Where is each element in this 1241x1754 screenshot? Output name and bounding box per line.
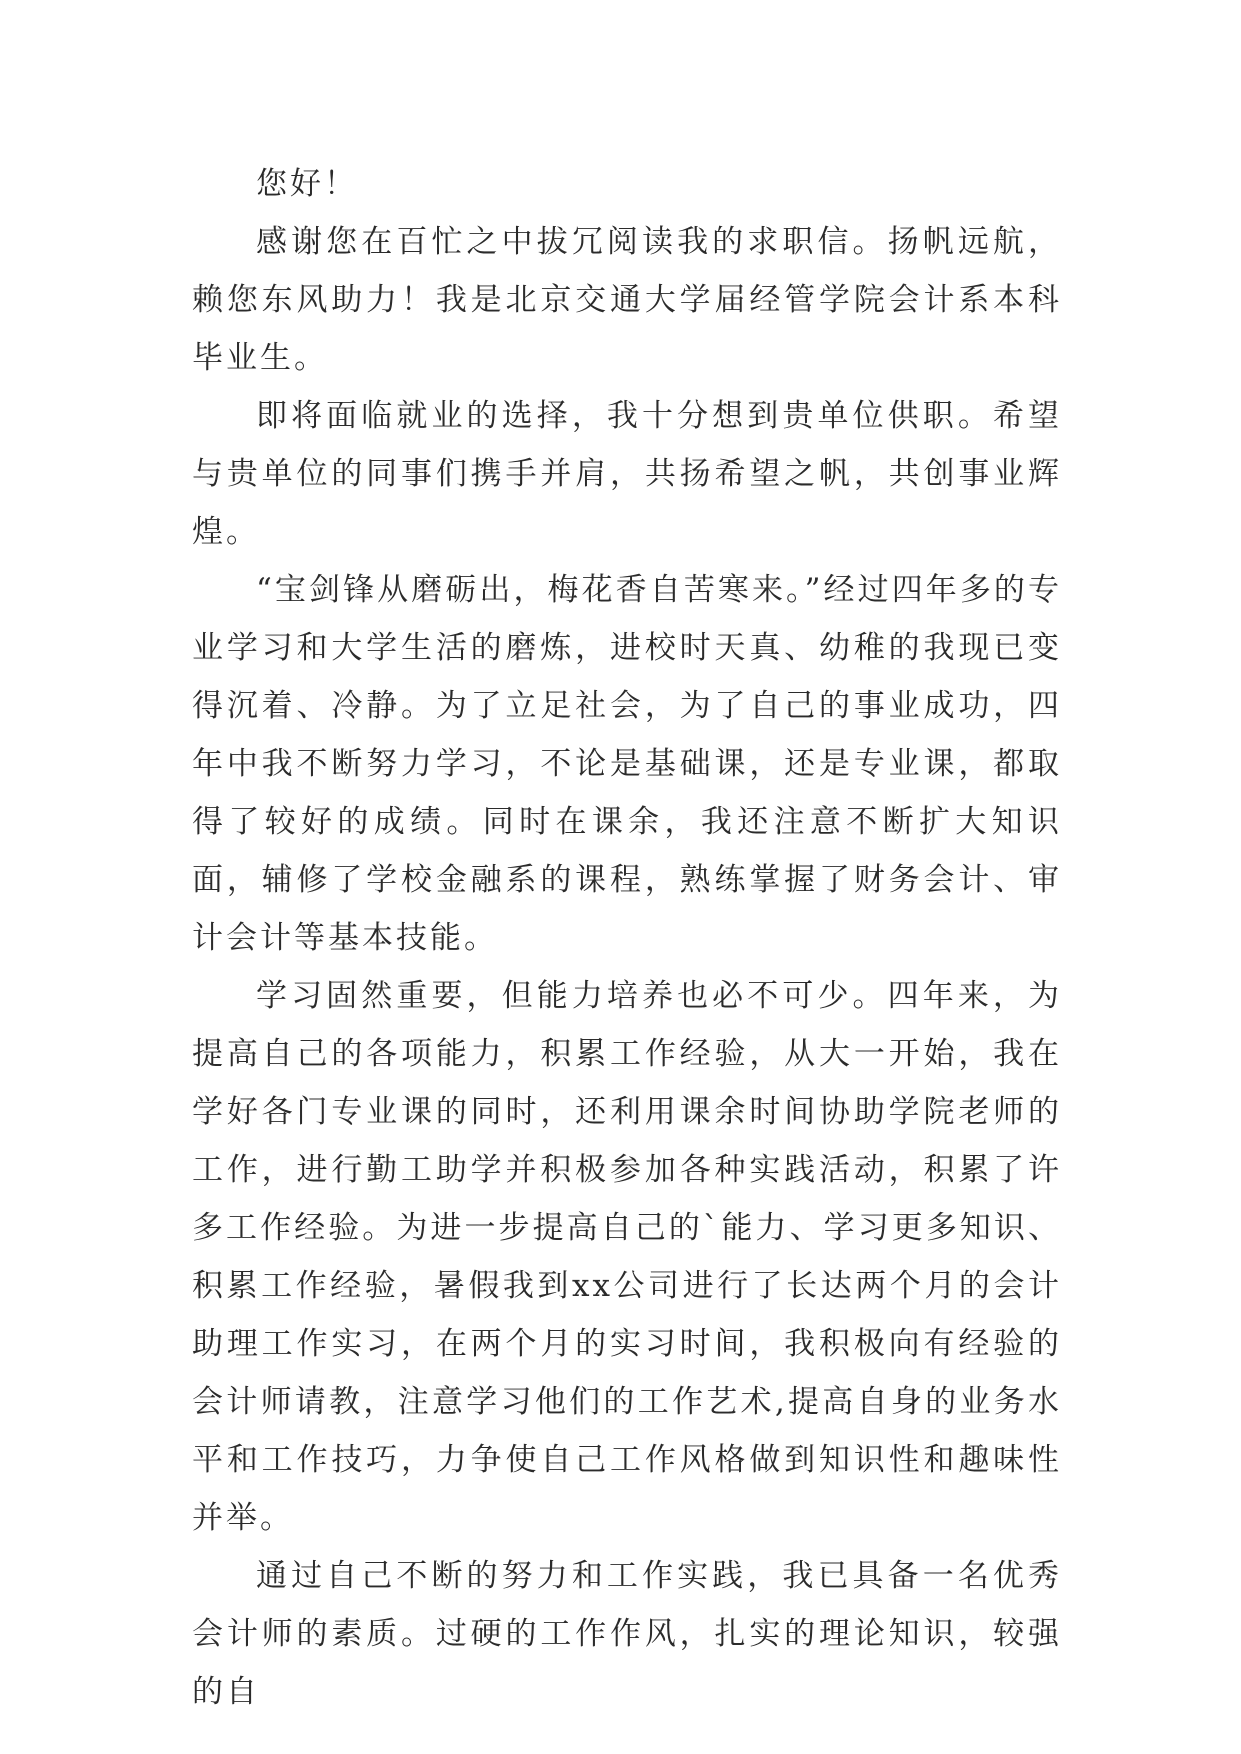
paragraph-ability: 学习固然重要，但能力培养也必不可少。四年来，为提高自己的各项能力，积累工作经验，从大一开始，我在学好各门专业课的同时，还利用课余时间协助学院老师的工作，进行勤工助学并积极参加各种实践活动，积累了许多工作经验。为进一步提高自己的`能力、学习更多知识、积累工作经验，暑假我到xx公司进行了长达两个月的会计助理工作实习，在两个月的实习时间，我积极向有经验的会计师请教，注意学习他们的工作艺术,提高自身的业务水平和工作技巧，力争使自己工作风格做到知识性和趣味性并举。 [192,978,1062,1536]
paragraph-employment: 即将面临就业的选择，我十分想到贵单位供职。希望与贵单位的同事们携手并肩，共扬希望之帆，共创事业辉煌。 [192,398,1062,550]
paragraph-thanks: 感谢您在百忙之中拔冗阅读我的求职信。扬帆远航，赖您东风助力！我是北京交通大学届经管学院会计系本科毕业生。 [192,224,1062,376]
paragraph-qualification: 通过自己不断的努力和工作实践，我已具备一名优秀会计师的素质。过硬的工作作风，扎实的理论知识，较强的自 [192,1558,1062,1710]
letter-body [192,155,1062,1721]
paragraph-study: “宝剑锋从磨砺出，梅花香自苦寒来。”经过四年多的专业学习和大学生活的磨炼，进校时天真、幼稚的我现已变得沉着、冷静。为了立足社会，为了自己的事业成功，四年中我不断努力学习，不论是基础课，还是专业课，都取得了较好的成绩。同时在课余，我还注意不断扩大知识面，辅修了学校金融系的课程，熟练掌握了财务会计、审计会计等基本技能。 [192,572,1062,956]
greeting: 您好！ [256,166,358,202]
